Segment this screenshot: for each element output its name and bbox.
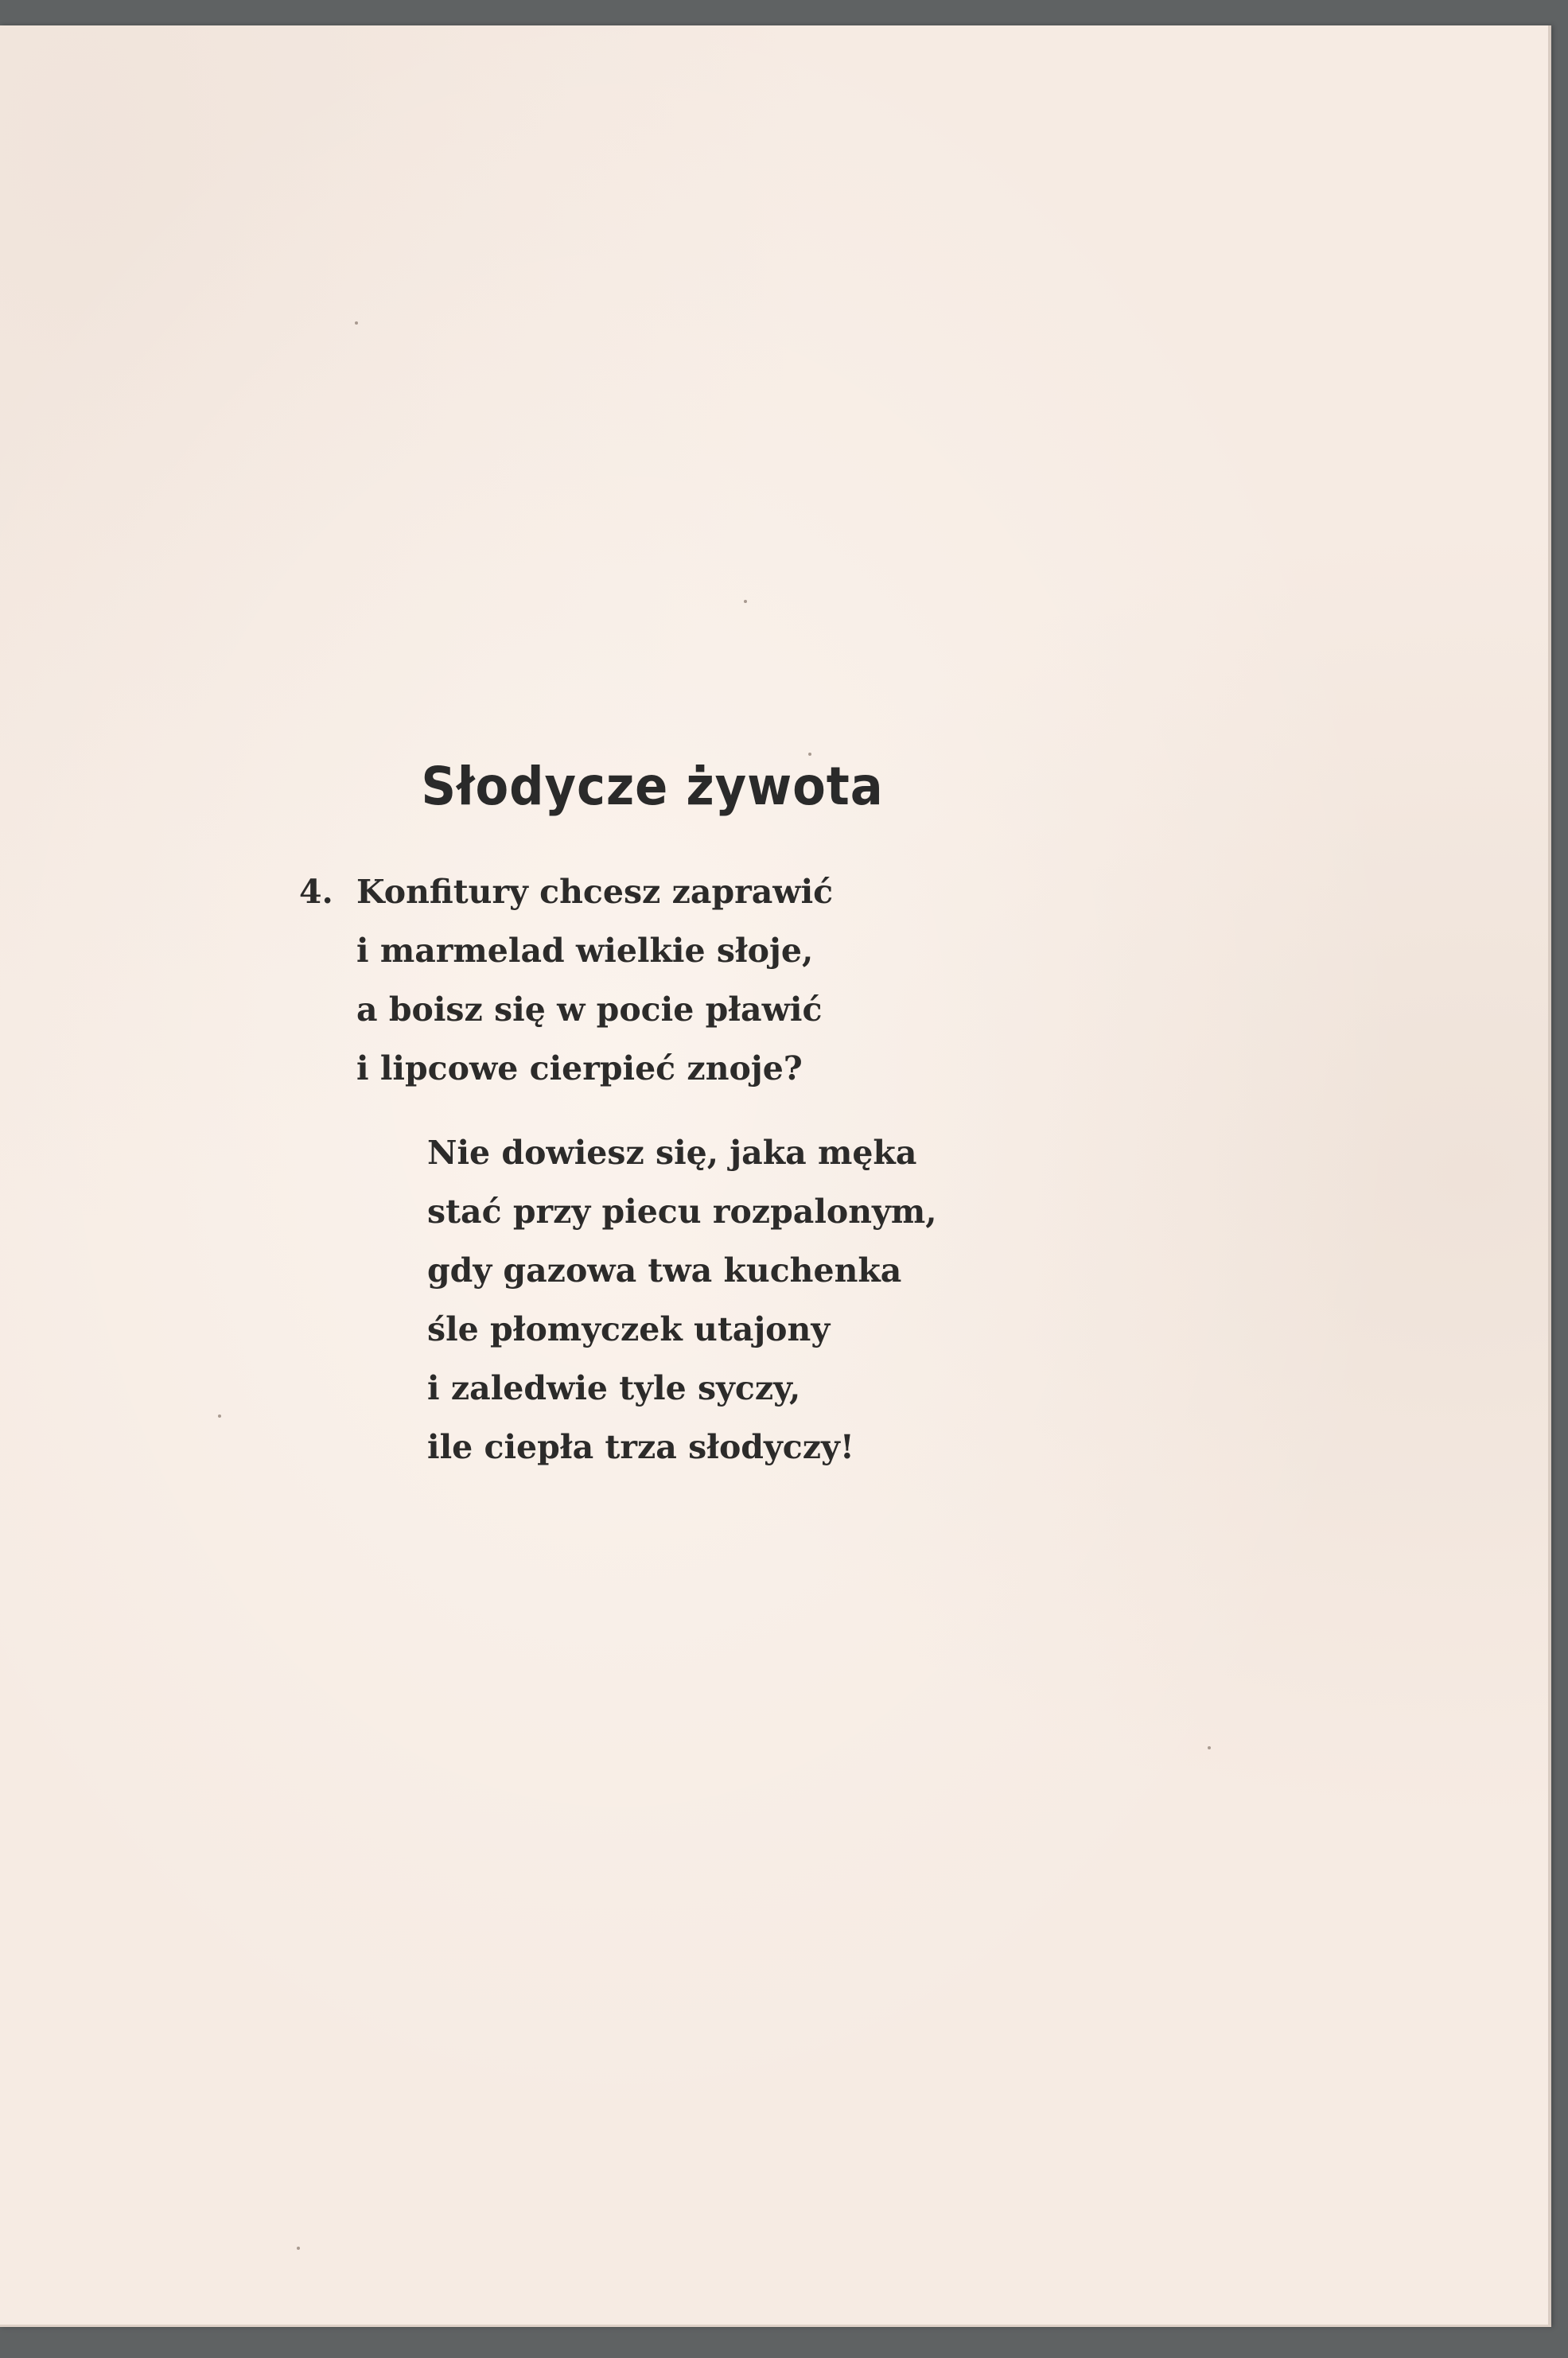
verse-line: ile ciepła trza słodyczy!: [427, 1428, 854, 1466]
paper-speck: [218, 1414, 221, 1418]
paper-speck: [1208, 1746, 1211, 1749]
verse-line: i marmelad wielkie słoje,: [356, 932, 814, 970]
book-page: [0, 25, 1551, 2327]
verse-line: gdy gazowa twa kuchenka: [427, 1251, 902, 1290]
paper-speck: [808, 753, 811, 756]
verse-line: Nie dowiesz się, jaka męka: [427, 1134, 917, 1172]
stanza-2: [427, 1123, 937, 1477]
paper-speck: [744, 600, 747, 603]
paper-speck: [355, 321, 358, 325]
paper-speck: [297, 2247, 300, 2250]
poem-title: Słodycze żywota: [421, 756, 884, 817]
stanza-number: 4.: [299, 873, 333, 911]
stanza-1: [299, 862, 833, 1098]
verse-line: i zaledwie tyle syczy,: [427, 1369, 801, 1407]
verse-line: a boisz się w pocie pławić: [356, 990, 823, 1029]
verse-line: stać przy piecu rozpalonym,: [427, 1193, 937, 1231]
verse-line: [299, 862, 833, 921]
verse-line: śle płomyczek utajony: [427, 1310, 831, 1348]
verse-text: Konfitury chcesz zaprawić: [356, 873, 834, 911]
verse-line: i lipcowe cierpieć znoje?: [356, 1049, 803, 1088]
